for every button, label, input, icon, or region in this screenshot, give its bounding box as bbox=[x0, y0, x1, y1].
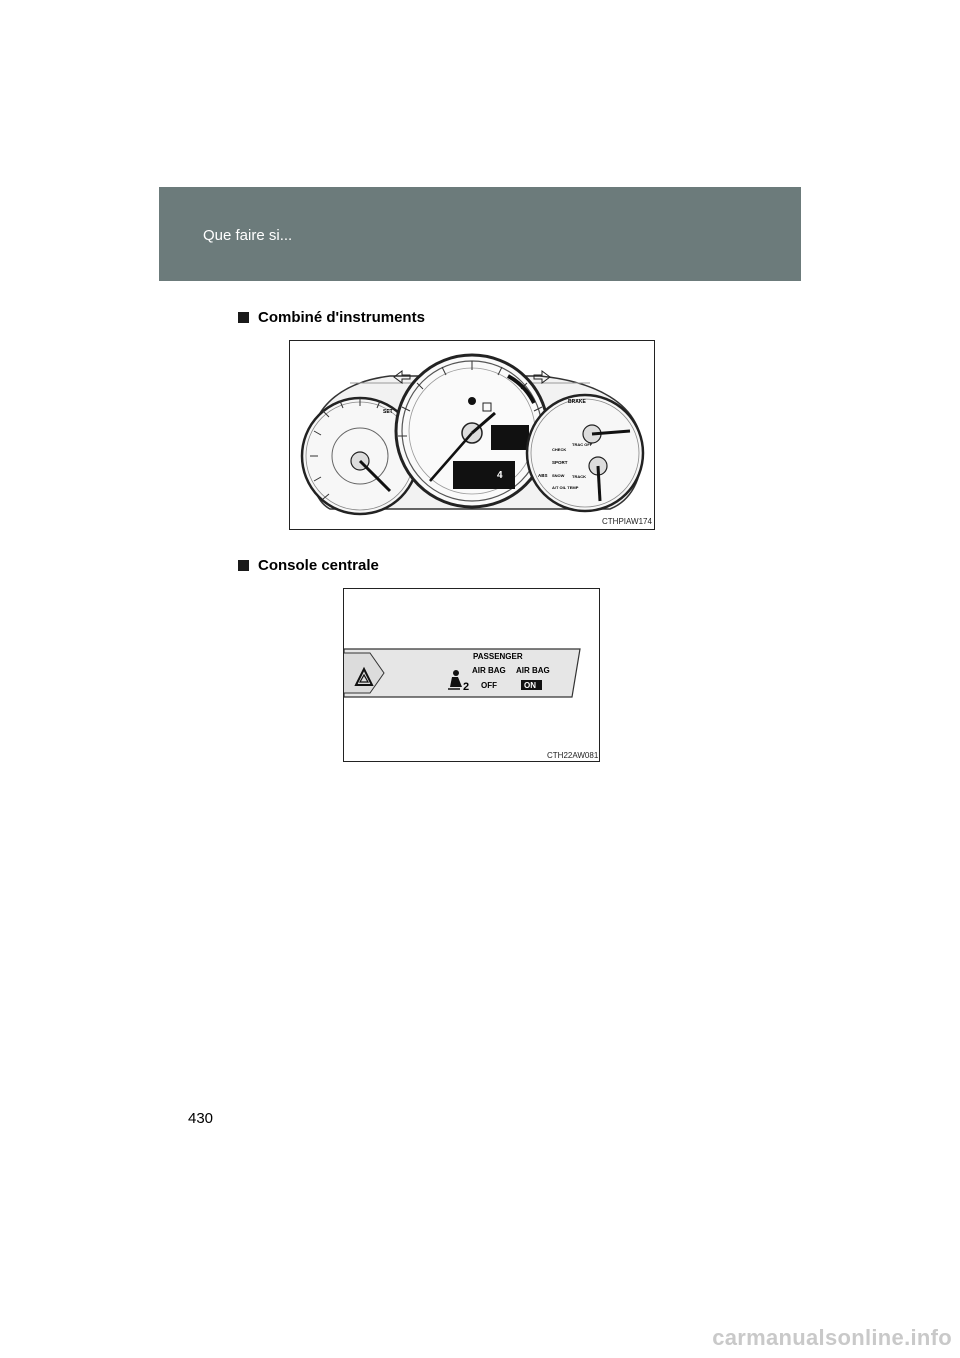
section-heading-text: Combiné d'instruments bbox=[258, 309, 425, 326]
svg-text:SPORT: SPORT bbox=[552, 460, 568, 465]
instrument-cluster-illustration bbox=[290, 341, 654, 529]
section-heading-cluster bbox=[238, 309, 425, 326]
instrument-cluster-figure bbox=[289, 340, 655, 530]
section-heading-console bbox=[238, 557, 379, 574]
bullet-square-icon bbox=[238, 312, 249, 323]
off-indicator: OFF bbox=[481, 681, 497, 690]
svg-text:SNOW: SNOW bbox=[552, 473, 565, 478]
section-heading-text: Console centrale bbox=[258, 557, 379, 574]
passenger-label: PASSENGER bbox=[473, 652, 523, 661]
svg-text:ABS: ABS bbox=[538, 473, 548, 478]
header-band bbox=[159, 187, 801, 281]
console-panel-illustration bbox=[344, 589, 599, 761]
svg-text:TRAC OFF: TRAC OFF bbox=[572, 442, 593, 447]
on-indicator: ON bbox=[524, 681, 536, 690]
svg-text:CHECK: CHECK bbox=[552, 447, 567, 452]
figure-code: CTH22AW081 bbox=[547, 751, 599, 760]
page-number: 430 bbox=[188, 1110, 214, 1127]
svg-text:BRAKE: BRAKE bbox=[568, 399, 586, 405]
svg-text:4: 4 bbox=[497, 470, 503, 481]
figure-code: CTHPIAW174 bbox=[602, 517, 652, 526]
bullet-square-icon bbox=[238, 560, 249, 571]
svg-text:TRACK: TRACK bbox=[572, 474, 586, 479]
airbag-on-label: AIR BAG bbox=[516, 666, 550, 675]
seat-number: 2 bbox=[463, 681, 470, 693]
svg-text:A/T OIL TEMP: A/T OIL TEMP bbox=[552, 485, 579, 490]
svg-text:SET: SET bbox=[383, 409, 393, 415]
watermark[interactable]: carmanualsonline.info bbox=[712, 1325, 952, 1350]
header-title: Que faire si... bbox=[203, 227, 293, 244]
airbag-off-label: AIR BAG bbox=[472, 666, 506, 675]
console-figure bbox=[343, 588, 600, 762]
